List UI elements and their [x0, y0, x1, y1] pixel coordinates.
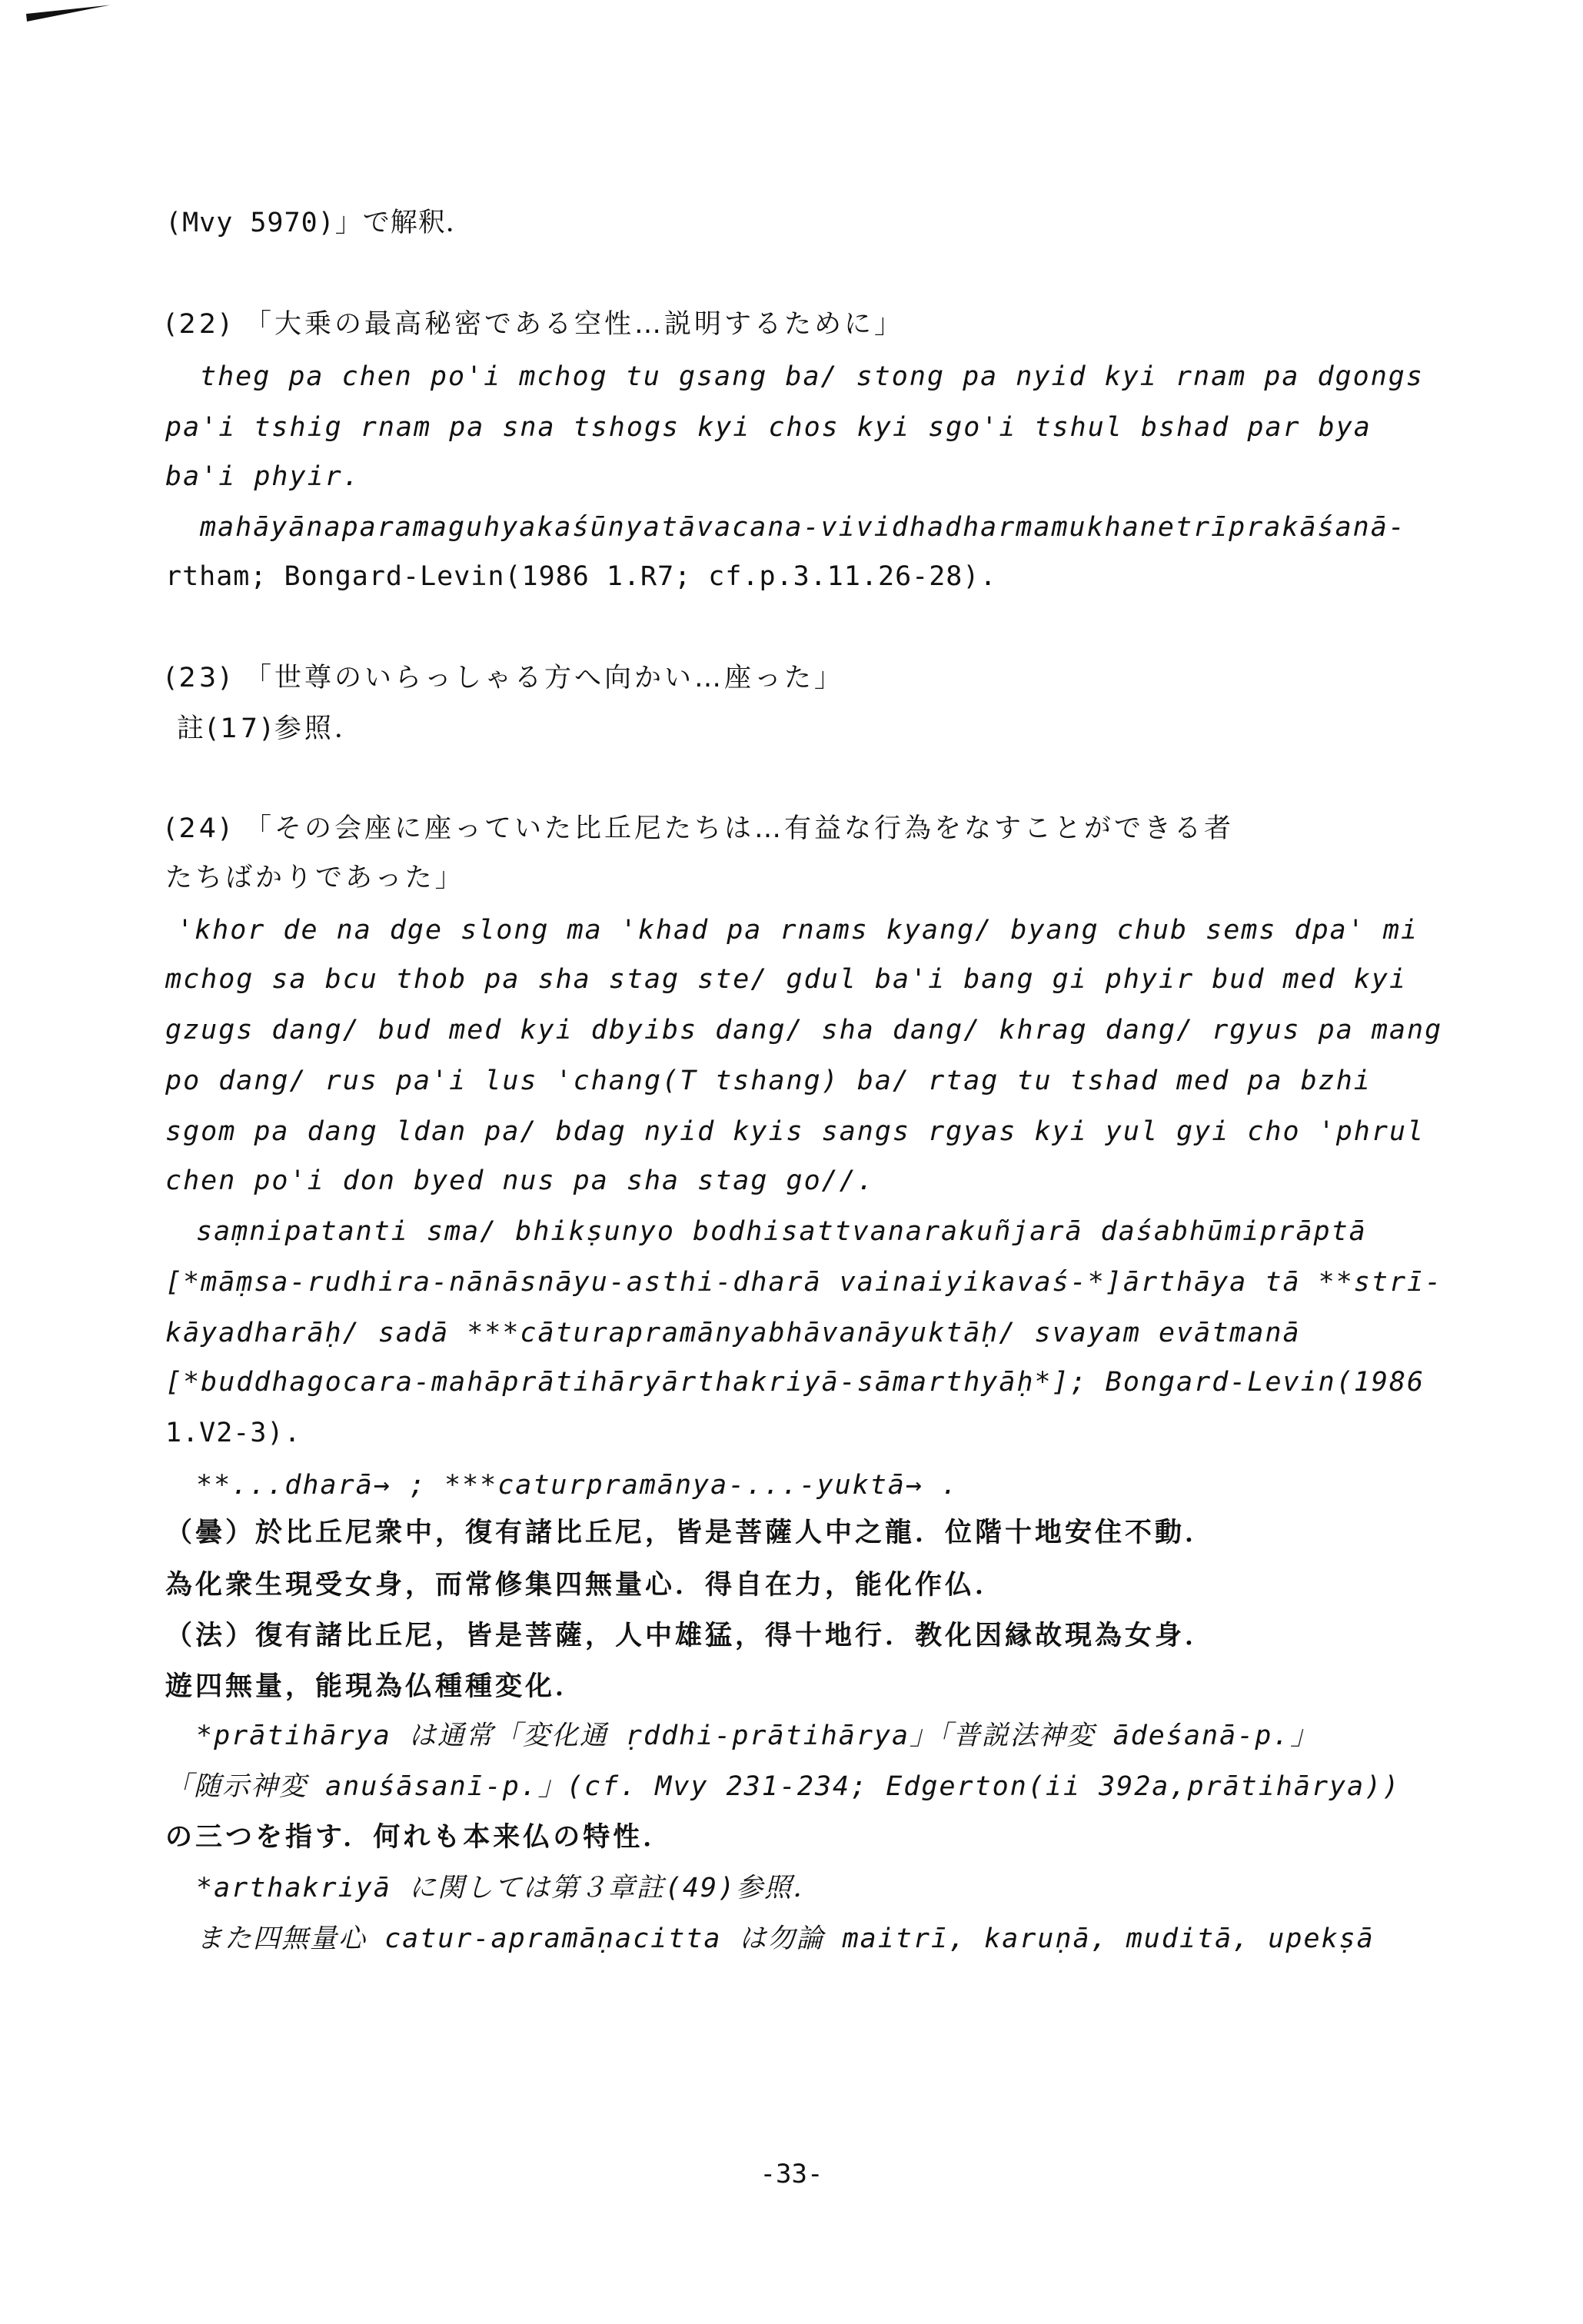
text-line: **...dharā→ ; ***caturpramānya-...-yuktā→ . [196, 1470, 959, 1501]
text-line: theg pa chen po'i mchog tu gsang ba/ stong pa nyid kyi rnam pa dgongs [200, 361, 1424, 392]
text-line: po dang/ rus pa'i lus 'chang(T tshang) ba/ rtag tu tshad med pa bzhi [165, 1066, 1372, 1096]
page-number: -33- [760, 2159, 823, 2189]
text-line: [*buddhagocara-mahāprātihāryārthakriyā-sāmarthyāḥ*]; Bongard-Levin(1986 [165, 1367, 1425, 1398]
text-line: の三つを指す．何れも本来仏の特性． [165, 1822, 673, 1853]
text-line: *prātihārya は通常「変化通 ṛddhi-prātihārya」「普説法神変 ādeśanā-p.」 [196, 1721, 1319, 1751]
text-line: また四無量心 catur-apramāṇacitta は勿論 maitrī, karuṇā, muditā, upekṣā [196, 1923, 1375, 1954]
text-line: 1.V2-3). [165, 1418, 301, 1448]
text-line: gzugs dang/ bud med kyi dbyibs dang/ sha dang/ khrag dang/ rgyus pa mang [165, 1015, 1443, 1046]
text-line: (24) 「その会座に座っていた比丘尼たちは…有益な行為をなすことができる者 [165, 813, 1234, 844]
text-line: 遊四無量，能現為仏種種変化． [165, 1671, 586, 1702]
text-line: 'khor de na dge slong ma 'khad pa rnams kyang/ byang chub sems dpa' mi [177, 915, 1419, 946]
text-line: mahāyānaparamaguhyakaśūnyatāvacana-vividhadharmamukhanetrīprakāśanā- [200, 512, 1406, 543]
text-line: 註(17)参照． [177, 713, 364, 744]
text-line: たちばかりであった」 [165, 863, 465, 893]
text-line: 為化衆生現受女身，而常修集四無量心．得自在力，能化作仏． [165, 1570, 1006, 1601]
text-line: *arthakriyā に関しては第３章註(49)参照． [196, 1873, 822, 1903]
text-line: chen po'i don byed nus pa sha stag go//. [165, 1165, 875, 1196]
text-line: (23) 「世尊のいらっしゃる方へ向かい…座った」 [165, 663, 844, 693]
text-line: 「随示神変 anuśāsanī-p.」(cf. Mvy 231-234; Edgerton(ii 392a,prātihārya)) [165, 1771, 1401, 1802]
text-line: saṃnipatanti sma/ bhikṣunyo bodhisattvanarakuñjarā daśabhūmiprāptā [196, 1216, 1367, 1247]
text-line: kāyadharāḥ/ sadā ***cāturapramānyabhāvanāyuktāḥ/ svayam evātmanā [165, 1318, 1301, 1348]
corner-mark [26, 5, 111, 22]
text-line: mchog sa bcu thob pa sha stag ste/ gdul ba'i bang gi phyir bud med kyi [165, 964, 1408, 995]
text-line: [*māṃsa-rudhira-nānāsnāyu-asthi-dharā vainaiyikavaś-*]ārthāya tā **strī- [165, 1267, 1443, 1298]
text-line: ba'i phyir. [165, 461, 361, 492]
text-line: （法）復有諸比丘尼，皆是菩薩，人中雄猛，得十地行．教化因縁故現為女身． [165, 1621, 1216, 1651]
text-line: sgom pa dang ldan pa/ bdag nyid kyis sangs rgyas kyi yul gyi cho 'phrul [165, 1116, 1425, 1147]
text-line: (Mvy 5970)」で解釈． [165, 208, 474, 238]
text-line: rtham; Bongard-Levin(1986 1.R7; cf.p.3.11.26-28). [165, 561, 997, 592]
text-line: (22) 「大乗の最高秘密である空性…説明するために」 [165, 309, 904, 340]
text-line: pa'i tshig rnam pa sna tshogs kyi chos kyi sgo'i tshul bshad par bya [165, 412, 1372, 443]
text-line: （曇）於比丘尼衆中，復有諸比丘尼，皆是菩薩人中之龍．位階十地安住不動． [165, 1518, 1216, 1548]
